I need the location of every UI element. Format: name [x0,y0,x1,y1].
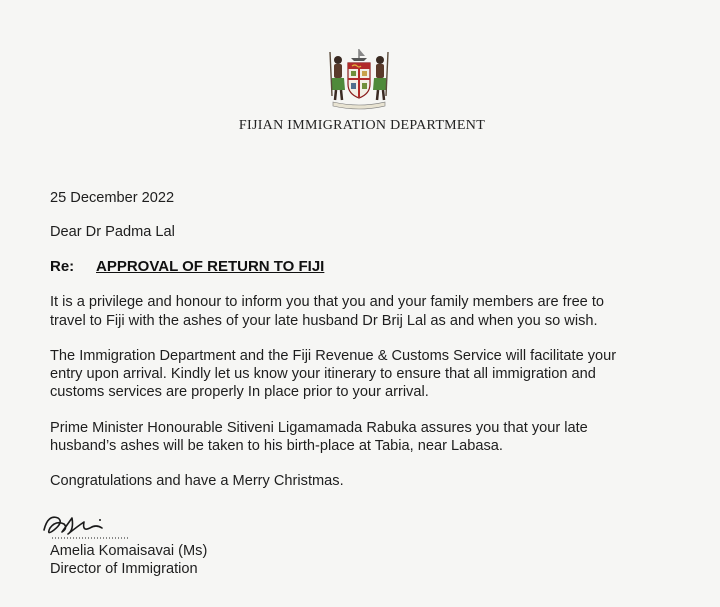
handwritten-signature-icon [38,508,138,544]
letter-date: 25 December 2022 [50,190,175,206]
paragraph-2-line-3: customs services are properly In place prior to your arrival. [50,384,429,400]
signatory-title: Director of Immigration [50,561,198,577]
fiji-coat-of-arms-icon [321,46,397,110]
paragraph-2-line-2: entry upon arrival. Kindly let us know your itinerary to ensure that all immigration and [50,366,596,382]
signatory-name: Amelia Komaisavai (Ms) [50,543,208,559]
paragraph-3-line-2: husband’s ashes will be taken to his birth-place at Tabia, near Labasa. [50,438,503,454]
paragraph-2-line-1: The Immigration Department and the Fiji Revenue & Customs Service will facilitate your [50,348,617,364]
paragraph-1-line-2: travel to Fiji with the ashes of your late husband Dr Brij Lal as and when you so wish. [50,313,598,329]
paragraph-1-line-1: It is a privilege and honour to inform you that you and your family members are free to [50,294,605,310]
re-label: Re: [50,258,75,275]
salutation: Dear Dr Padma Lal [50,224,175,240]
paragraph-3-line-1: Prime Minister Honourable Sitiveni Ligamamada Rabuka assures you that your late [50,420,588,436]
closing-line: Congratulations and have a Merry Christmas. [50,473,344,489]
department-header: FIJIAN IMMIGRATION DEPARTMENT [238,118,486,133]
subject-line: APPROVAL OF RETURN TO FIJI [96,258,325,275]
